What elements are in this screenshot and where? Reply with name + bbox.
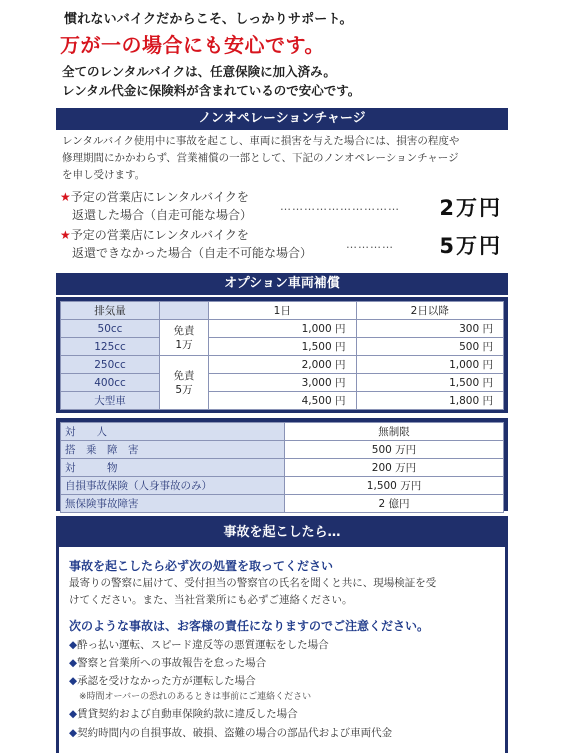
- diamond-icon: ◆: [69, 708, 78, 720]
- rental-info-page: [56, 0, 508, 753]
- price-day2: 1,800 円: [356, 392, 504, 410]
- noc-item-text: 返還した場合（自走可能な場合）: [72, 208, 253, 222]
- intro-headline: 万が一の場合にも安心です。: [60, 33, 325, 57]
- liability-item: ◆酔っ払い運転、スピード違反等の悪質運転をした場合: [69, 639, 329, 651]
- cc-cell: 50cc: [61, 320, 160, 338]
- noc-desc-line: 修理期間にかかわらず、営業補償の一部として、下記のノンオペレーションチャージ: [62, 152, 459, 164]
- instruction-line: けてください。また、当社営業所にも必ずご連絡ください。: [69, 594, 353, 606]
- price-day2: 300 円: [356, 320, 504, 338]
- liability-item: ◆契約時間内の自損事故、破損、盗難の場合の部品代および車両代金: [69, 727, 393, 739]
- cc-cell: 400cc: [61, 374, 160, 392]
- noc-item-1: [60, 188, 252, 224]
- noc-desc-line: を申し受けます。: [62, 169, 146, 181]
- leader-dots: …………………………: [280, 200, 400, 213]
- accident-heading-1: 事故を起こしたら必ず次の処置を取ってください: [69, 559, 334, 573]
- coverage-value: 500 万円: [285, 441, 504, 459]
- diamond-icon: ◆: [69, 727, 78, 739]
- instruction-line: 最寄りの警察に届けて、受付担当の警察官の氏名を聞くと共に、現場検証を受: [69, 577, 437, 589]
- coverage-value: 200 万円: [285, 459, 504, 477]
- deductible-1: 免責 1万: [160, 320, 209, 356]
- noc-banner: ノンオペレーションチャージ: [56, 108, 508, 130]
- liability-item: ◆賃貸契約および自動車保険約款に違反した場合: [69, 708, 298, 720]
- option-banner: オプション車両補償: [56, 273, 508, 295]
- intro-line-1: 全てのレンタルバイクは、任意保険に加入済み。: [62, 64, 336, 79]
- price-day2: 500 円: [356, 338, 504, 356]
- coverage-value: 1,500 万円: [285, 477, 504, 495]
- accident-heading-2: 次のような事故は、お客様の責任になりますのでご注意ください。: [69, 619, 430, 633]
- price-day1: 1,000 円: [209, 320, 357, 338]
- coverage-label: 対 人: [61, 423, 285, 441]
- coverage-value: 2 億円: [285, 495, 504, 513]
- header-cc: 排気量: [61, 302, 160, 320]
- cc-cell: 大型車: [61, 392, 160, 410]
- noc-item-2: [60, 226, 312, 262]
- intro-text: [62, 62, 360, 100]
- price-day2: 1,500 円: [356, 374, 504, 392]
- deductible-5: 免責 5万: [160, 356, 209, 410]
- price-day1: 3,000 円: [209, 374, 357, 392]
- diamond-icon: ◆: [69, 675, 78, 687]
- option-table: [60, 301, 504, 410]
- coverage-value: 無制限: [285, 423, 504, 441]
- accident-instructions: [69, 575, 499, 609]
- noc-item-text: 予定の営業店にレンタルバイクを: [70, 190, 249, 204]
- coverage-label: 自損事故保険（人身事故のみ）: [61, 477, 285, 495]
- liability-item: ◆警察と営業所への事故報告を怠った場合: [69, 657, 267, 669]
- intro-tagline: 慣れないバイクだからこそ、しっかりサポート。: [64, 12, 353, 27]
- coverage-label: 無保険事故障害: [61, 495, 285, 513]
- note-text: ※時間オーバーの恐れのあるときは事前にご連絡ください: [79, 692, 312, 702]
- price-day1: 2,000 円: [209, 356, 357, 374]
- leader-dots: …………: [346, 238, 394, 251]
- coverage-label: 対 物: [61, 459, 285, 477]
- accident-title: 事故を起こしたら…: [59, 519, 505, 547]
- noc-price-2: 5万円: [439, 234, 502, 258]
- coverage-label: 搭 乗 障 害: [61, 441, 285, 459]
- liability-item: ◆承認を受けなかった方が運転した場合: [69, 675, 256, 687]
- price-day1: 1,500 円: [209, 338, 357, 356]
- diamond-icon: ◆: [69, 657, 78, 669]
- price-day1: 4,500 円: [209, 392, 357, 410]
- noc-price-1: 2万円: [439, 196, 502, 220]
- cc-cell: 125cc: [61, 338, 160, 356]
- header-day2: 2日以降: [356, 302, 504, 320]
- intro-line-2: レンタル代金に保険料が含まれているので安心です。: [62, 83, 361, 98]
- price-day2: 1,000 円: [356, 356, 504, 374]
- star-icon: ★: [60, 228, 71, 242]
- cc-cell: 250cc: [61, 356, 160, 374]
- accident-panel: [56, 516, 508, 753]
- noc-item-text: 返還できなかった場合（自走不可能な場合）: [72, 246, 313, 260]
- insurance-table: [60, 422, 504, 513]
- diamond-icon: ◆: [69, 639, 78, 651]
- header-day1: 1日: [209, 302, 357, 320]
- star-icon: ★: [60, 190, 71, 204]
- noc-description: [62, 133, 508, 184]
- noc-desc-line: レンタルバイク使用中に事故を起こし、車両に損害を与えた場合には、損害の程度や: [62, 135, 460, 147]
- header-blank: [160, 302, 209, 320]
- noc-item-text: 予定の営業店にレンタルバイクを: [70, 228, 249, 242]
